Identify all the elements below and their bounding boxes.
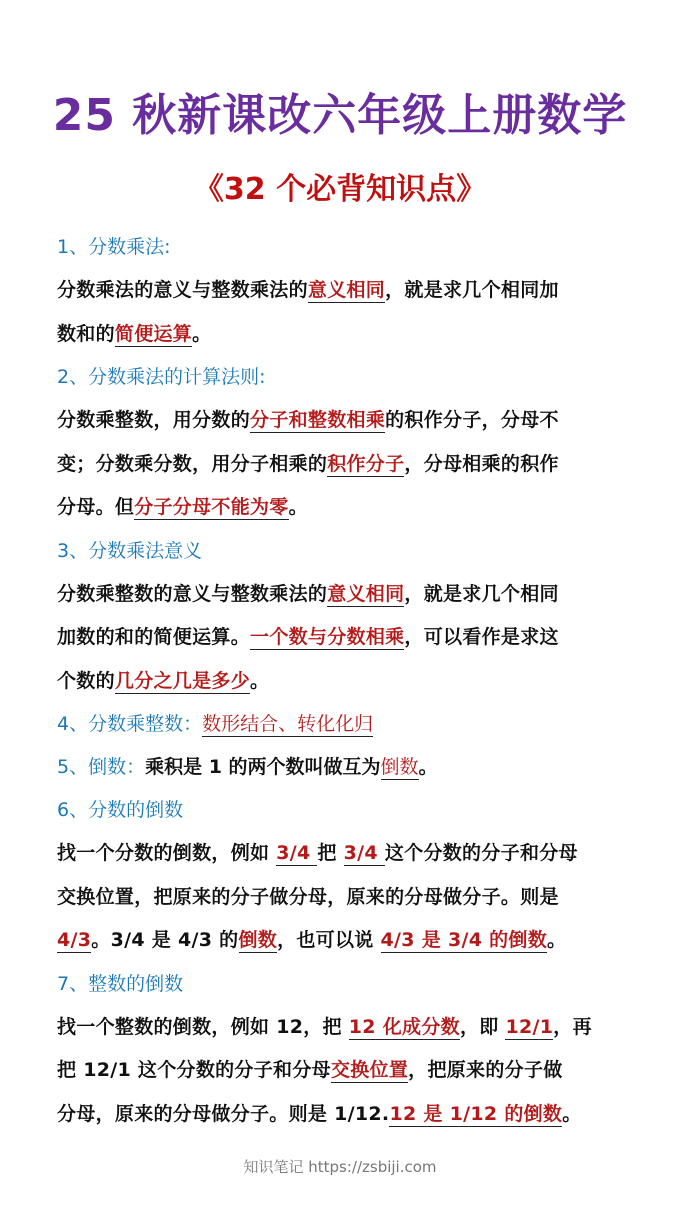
highlight-text: 分子分母不能为零 [134,496,289,518]
text-line [57,443,627,487]
body-text: 。 [547,929,567,951]
text-line [57,616,627,660]
section-5 [57,746,627,789]
body-text: 加数的和的简便运算。 [57,626,251,648]
section-3 [57,530,627,704]
body-text: 个数的 [57,669,115,692]
text-line [57,832,627,876]
text-line [57,876,627,920]
body-text: ，就是求几个相同 [404,582,559,605]
text-line [57,1093,627,1137]
heading-label: 3、分数乘法意义 [57,539,203,562]
body-text: ，可以看作是求这 [404,626,559,648]
body-text: 分数乘法的意义与整数乘法的 [57,279,308,301]
body-text: ，就是求几个相同加 [385,279,559,301]
highlight-text: 4/3 是 3/4 的倒数 [380,929,548,951]
body-text: 把 [317,842,344,864]
body-text: 。 [562,1102,582,1125]
section-4 [57,703,627,746]
highlight-text: 3/4 [343,842,385,864]
section-body [57,399,627,530]
section-heading [57,746,627,789]
heading-label: 2、分数乘法的计算法则: [57,366,266,388]
highlight-text: 一个数与分数相乘 [250,626,405,648]
body-text: ，再 [553,1015,592,1038]
body-text: 找一个分数的倒数，例如 [57,842,277,864]
section-2 [57,356,627,530]
highlight-text: 倒数 [238,929,278,951]
heading-label: 6、分数的倒数 [57,799,184,821]
text-line [57,1049,627,1093]
section-heading [57,963,627,1006]
text-line [57,313,627,357]
highlight-text: 12 是 1/12 的倒数 [389,1102,563,1125]
body-text: 这个分数的分子和分母 [384,842,578,864]
section-1 [57,226,627,356]
body-text: 。 [418,756,438,778]
text-line [57,399,627,443]
body-text: 把 12/1 这个分数的分子和分母 [57,1059,331,1081]
highlight-text: 4/3 [57,929,92,951]
highlight-text: 意义相同 [327,582,405,605]
section-heading [57,356,627,399]
body-text: 变；分数乘分数，用分子相乘的 [57,452,328,475]
highlight-text: 3/4 [276,842,318,864]
text-line [57,919,627,963]
heading-label: 5、倒数： [57,756,146,778]
heading-label: 1、分数乘法: [57,236,171,258]
body-text: 分数乘整数的意义与整数乘法的 [57,582,328,605]
body-text: 分母，原来的分母做分子。则是 1/12. [57,1102,390,1125]
highlight-text: 意义相同 [307,279,386,301]
section-7 [57,963,627,1137]
heading-label: 7、整数的倒数 [57,972,184,995]
section-heading [57,530,627,573]
body-text: ，也可以说 [277,929,381,951]
highlight-text: 倒数 [380,756,419,778]
highlight-text: 12/1 [505,1015,554,1038]
text-line [57,660,627,704]
body-text: 。 [192,322,212,345]
body-text: 找一个整数的倒数，例如 12，把 [57,1015,349,1038]
page-title: 25 秋新课改六年级上册数学 [52,90,628,141]
body-text: 乘积是 1 的两个数叫做互为 [145,756,381,778]
highlight-text: 12 化成分数 [348,1015,460,1038]
text-line [57,573,627,617]
section-body [57,832,627,963]
body-text: ，把原来的分子做 [408,1059,563,1081]
body-text: ，即 [459,1015,506,1038]
body-text: 的积作分子，分母不 [385,409,559,431]
body-text: 分数乘整数，用分数的 [57,409,251,431]
section-heading [57,703,627,746]
highlight-text: 数形结合、转化化归 [202,713,374,735]
section-body [57,269,627,356]
highlight-text: 积作分子 [327,452,405,475]
section-heading [57,226,627,269]
section-body [57,573,627,704]
text-line [57,269,627,313]
body-text: 。 [250,669,270,692]
text-line [57,1006,627,1050]
body-text: ，分母相乘的积作 [404,452,559,475]
page-subtitle: 《32 个必背知识点》 [193,172,487,207]
heading-label: 4、分数乘整数： [57,713,203,735]
section-6 [57,789,627,963]
highlight-text: 分子和整数相乘 [250,409,386,431]
body-text: 分母。但 [57,496,135,518]
text-line [57,486,627,530]
section-heading [57,789,627,832]
body-text: 数和的 [57,322,115,345]
footer-watermark: 知识笔记 https://zsbiji.com [243,1158,437,1176]
body-text: 。3/4 是 4/3 的 [91,929,239,951]
highlight-text: 几分之几是多少 [114,669,251,692]
highlight-text: 简便运算 [114,322,193,345]
section-body [57,1006,627,1137]
knowledge-points [57,226,627,1136]
highlight-text: 交换位置 [330,1059,409,1081]
body-text: 交换位置，把原来的分子做分母，原来的分母做分子。则是 [57,885,559,908]
body-text: 。 [288,496,308,518]
